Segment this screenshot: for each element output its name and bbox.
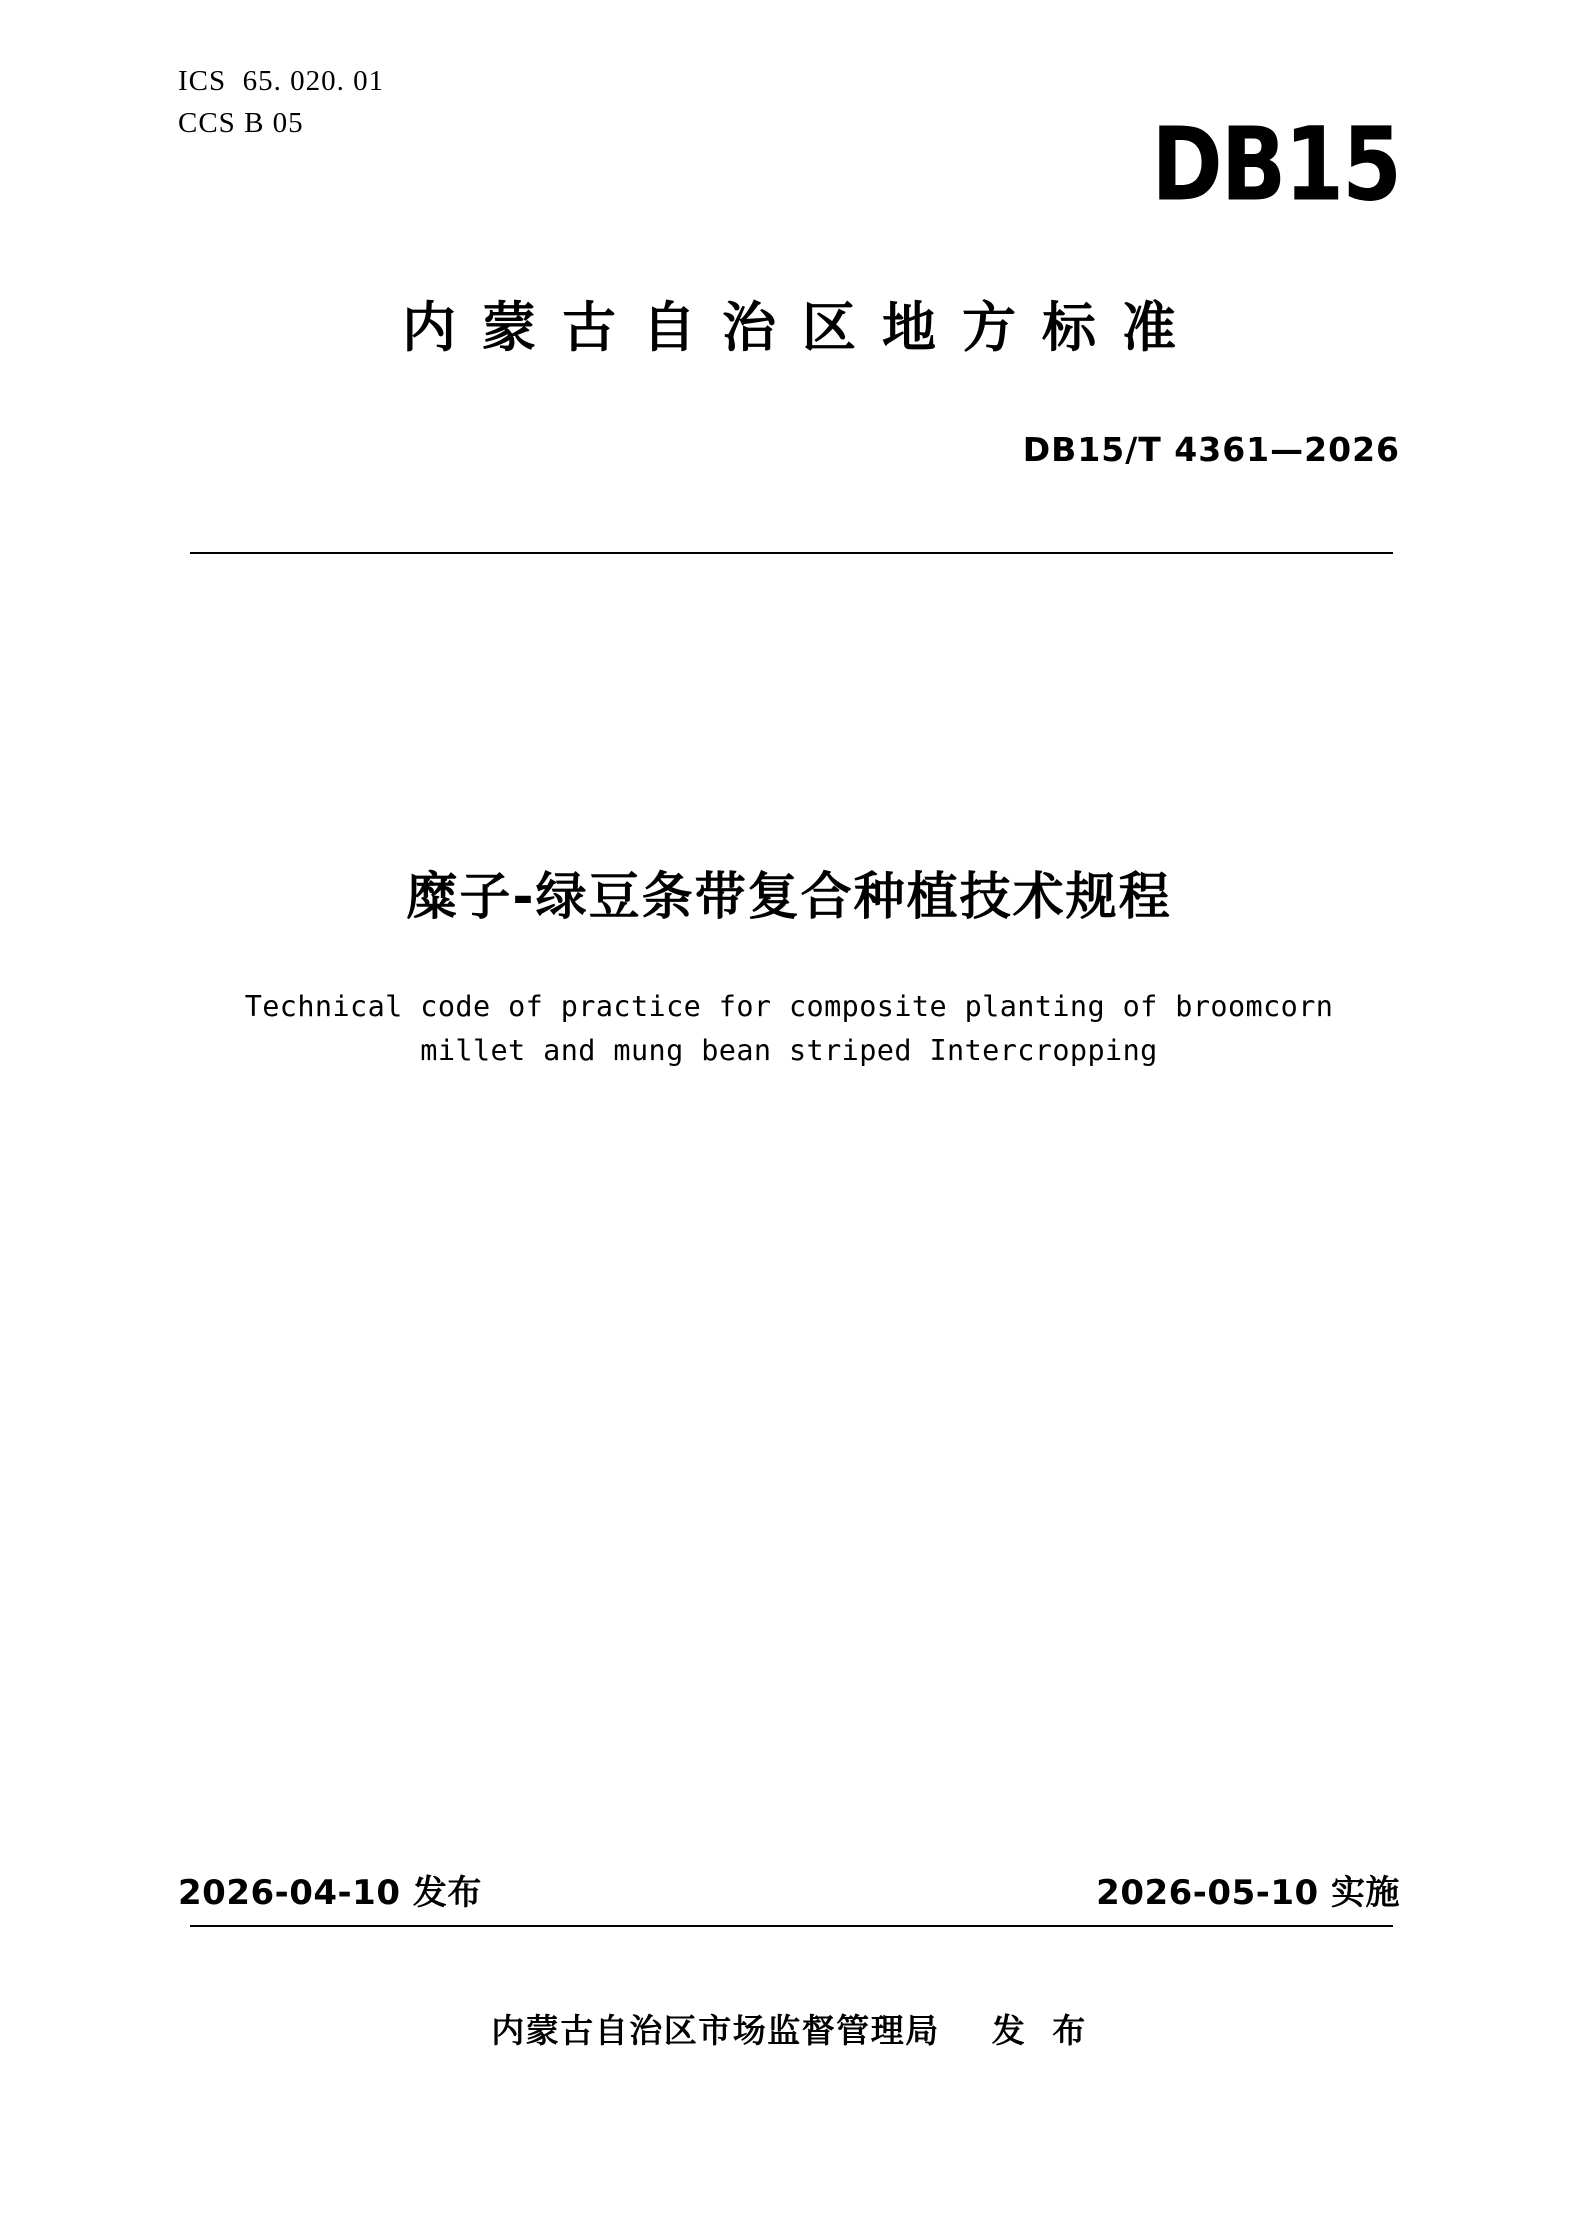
footer-divider bbox=[190, 1925, 1393, 1927]
issue-date: 2026-04-10 发布 bbox=[178, 1873, 482, 1913]
document-title-english-line-1: Technical code of practice for composite planting of broomcorn bbox=[244, 990, 1334, 1023]
standard-number: DB15/T 4361—2026 bbox=[1022, 430, 1400, 469]
date-row bbox=[178, 1865, 1400, 1914]
db15-emblem: DB15 bbox=[1151, 106, 1400, 225]
header-divider bbox=[190, 552, 1393, 554]
region-standard-title: 内蒙古自治区地方标准 bbox=[402, 296, 1202, 359]
document-title-english-line-2: millet and mung bean striped Intercropping bbox=[420, 1034, 1158, 1068]
publisher-name: 内蒙古自治区市场监督管理局 发 布 bbox=[491, 2011, 1087, 2050]
document-title-english bbox=[215, 985, 1363, 1073]
ics-code: ICS 65. 020. 01 bbox=[178, 65, 385, 97]
document-title-chinese: 糜子-绿豆条带复合种植技术规程 bbox=[406, 868, 1172, 927]
effective-date: 2026-05-10 实施 bbox=[1096, 1873, 1400, 1913]
classification-block bbox=[178, 60, 384, 144]
ccs-code: CCS B 05 bbox=[178, 107, 304, 140]
